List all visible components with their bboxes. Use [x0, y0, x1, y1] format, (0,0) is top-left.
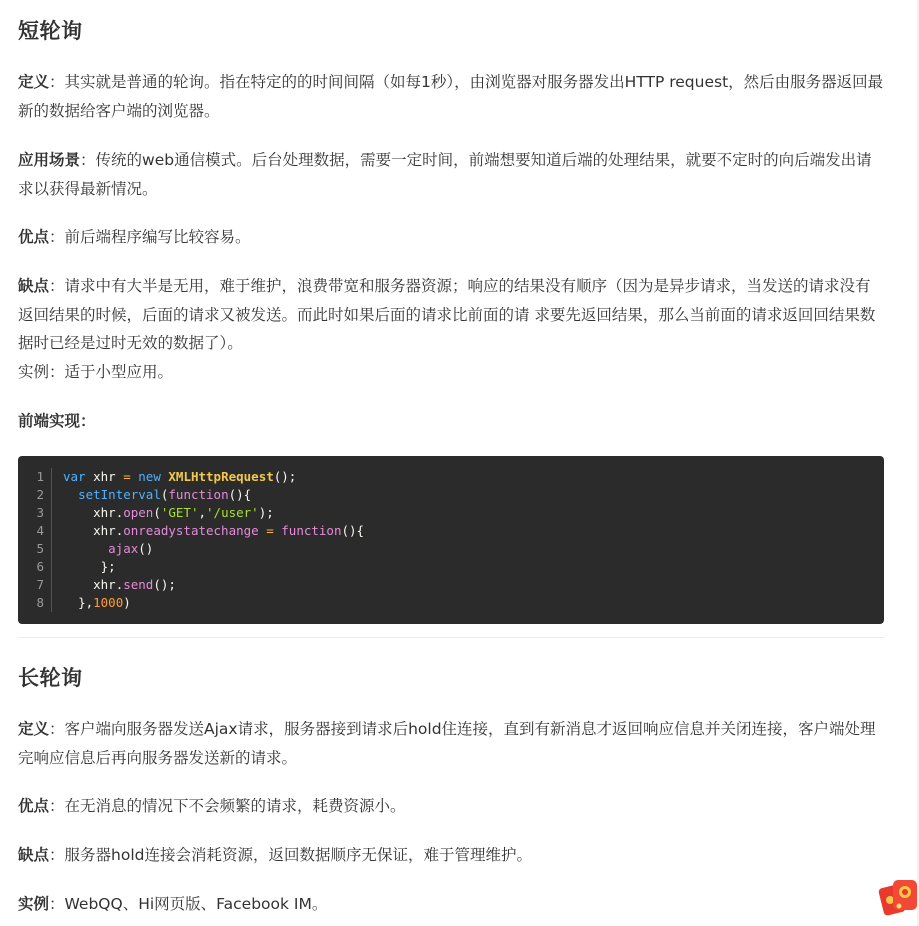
- token-punct: .: [115, 577, 124, 592]
- section-heading-short-polling: 短轮询: [18, 19, 83, 43]
- token-property: onreadystatechange: [123, 523, 259, 538]
- token-punct: },: [78, 595, 94, 610]
- token-punct: (){: [228, 487, 252, 502]
- token-function-name: ajax: [108, 541, 139, 556]
- short-pros-text: ：前后端程序编写比较容易。: [49, 228, 251, 246]
- token-method: open: [123, 505, 154, 520]
- long-pros: [18, 792, 406, 821]
- line-number: 1: [36, 469, 44, 484]
- code-line-8: [63, 594, 364, 612]
- token-ident: xhr: [93, 469, 116, 484]
- token-ident: xhr: [93, 577, 116, 592]
- short-definition-text: ：其实就是普通的轮询。指在特定的的时间间隔（如每1秒），由浏览器对服务器发出HTTP request，然后由服务器返回最新的数据给客户端的浏览器。: [18, 73, 884, 120]
- long-cons: [18, 841, 532, 870]
- token-string: 'GET': [160, 505, 199, 520]
- token-punct: .: [115, 505, 124, 520]
- line-number: 2: [36, 487, 44, 502]
- long-definition-label: 定义: [18, 720, 50, 738]
- red-envelope-icon[interactable]: [877, 876, 919, 916]
- frontend-impl-label: [18, 407, 96, 436]
- token-keyword: new: [138, 469, 161, 484]
- code-line-5: [63, 540, 364, 558]
- token-punct: ): [123, 595, 131, 610]
- short-definition-label: 定义: [18, 73, 50, 91]
- line-number: 8: [36, 595, 44, 610]
- short-scenario: [18, 146, 884, 203]
- code-line-2: [63, 486, 364, 504]
- token-punct: ();: [273, 469, 297, 484]
- token-punct: .: [115, 523, 124, 538]
- token-keyword: var: [63, 469, 86, 484]
- short-cons: [18, 272, 884, 358]
- token-function-name: setInterval: [78, 487, 161, 502]
- short-example: 实例：适于小型应用。: [18, 363, 174, 381]
- token-ident: xhr: [93, 523, 116, 538]
- line-number: 7: [36, 577, 44, 592]
- short-pros-label: 优点: [18, 228, 50, 246]
- line-number: 5: [36, 541, 44, 556]
- token-punct: (): [138, 541, 154, 556]
- token-punct: );: [258, 505, 274, 520]
- long-pros-text: ：在无消息的情况下不会频繁的请求，耗费资源小。: [49, 797, 406, 815]
- long-pros-label: 优点: [18, 797, 50, 815]
- line-number: 3: [36, 505, 44, 520]
- short-cons-text: ：请求中有大半是无用，难于维护，浪费带宽和服务器资源；响应的结果没有顺序（因为是异步请求，当发送的请求没有返回结果的时候，后面的请求又被发送。而此时如果后面的请求比前面的请 求要先返回结果，那么当前面的请求返回回结果数据时已经是过时无效的数据了）。: [18, 277, 876, 352]
- section-heading-long-polling: 长轮询: [18, 666, 83, 690]
- token-operator: =: [266, 523, 274, 538]
- long-definition-text: ：客户端向服务器发送Ajax请求，服务器接到请求后hold住连接，直到有新消息才返回响应信息并关闭连接，客户端处理完响应信息后再向服务器发送新的请求。: [18, 720, 876, 767]
- token-keyword: function: [168, 487, 229, 502]
- section-divider: [18, 637, 884, 638]
- short-cons-label: 缺点: [18, 277, 50, 295]
- code-line-6: [63, 558, 364, 576]
- long-definition: [18, 715, 884, 772]
- code-line-1: [63, 468, 364, 486]
- short-pros: [18, 223, 251, 252]
- long-example-text: ：WebQQ、Hi网页版、Facebook IM。: [49, 895, 328, 913]
- token-punct: (: [160, 487, 169, 502]
- short-scenario-label: 应用场景: [18, 151, 81, 169]
- token-punct: ,: [198, 505, 207, 520]
- token-operator: =: [123, 469, 131, 484]
- code-block[interactable]: [18, 456, 884, 624]
- frontend-impl-label-text: 前端实现：: [18, 412, 96, 430]
- long-cons-text: ：服务器hold连接会消耗资源，返回数据顺序无保证，难于管理维护。: [49, 846, 532, 864]
- token-punct: ();: [153, 577, 176, 592]
- token-number: 1000: [93, 595, 124, 610]
- token-punct: (: [153, 505, 161, 520]
- long-example: [18, 890, 327, 919]
- line-number-gutter: [18, 468, 52, 612]
- long-example-label: 实例: [18, 895, 50, 913]
- code-line-7: [63, 576, 364, 594]
- token-ident: xhr: [93, 505, 116, 520]
- token-keyword: function: [281, 523, 342, 538]
- code-line-4: [63, 522, 364, 540]
- code-line-3: [63, 504, 364, 522]
- token-class: XMLHttpRequest: [168, 469, 274, 484]
- code-lines: [63, 468, 364, 612]
- line-number: 4: [36, 523, 44, 538]
- token-punct: (){: [341, 523, 365, 538]
- token-method: send: [123, 577, 154, 592]
- line-number: 6: [36, 559, 44, 574]
- short-definition: [18, 68, 884, 125]
- long-cons-label: 缺点: [18, 846, 50, 864]
- short-scenario-text: ：传统的web通信模式。后台处理数据，需要一定时间，前端想要知道后端的处理结果，就要不定时的向后端发出请求以获得最新情况。: [18, 151, 872, 198]
- token-punct: };: [100, 559, 116, 574]
- token-string: '/user': [206, 505, 259, 520]
